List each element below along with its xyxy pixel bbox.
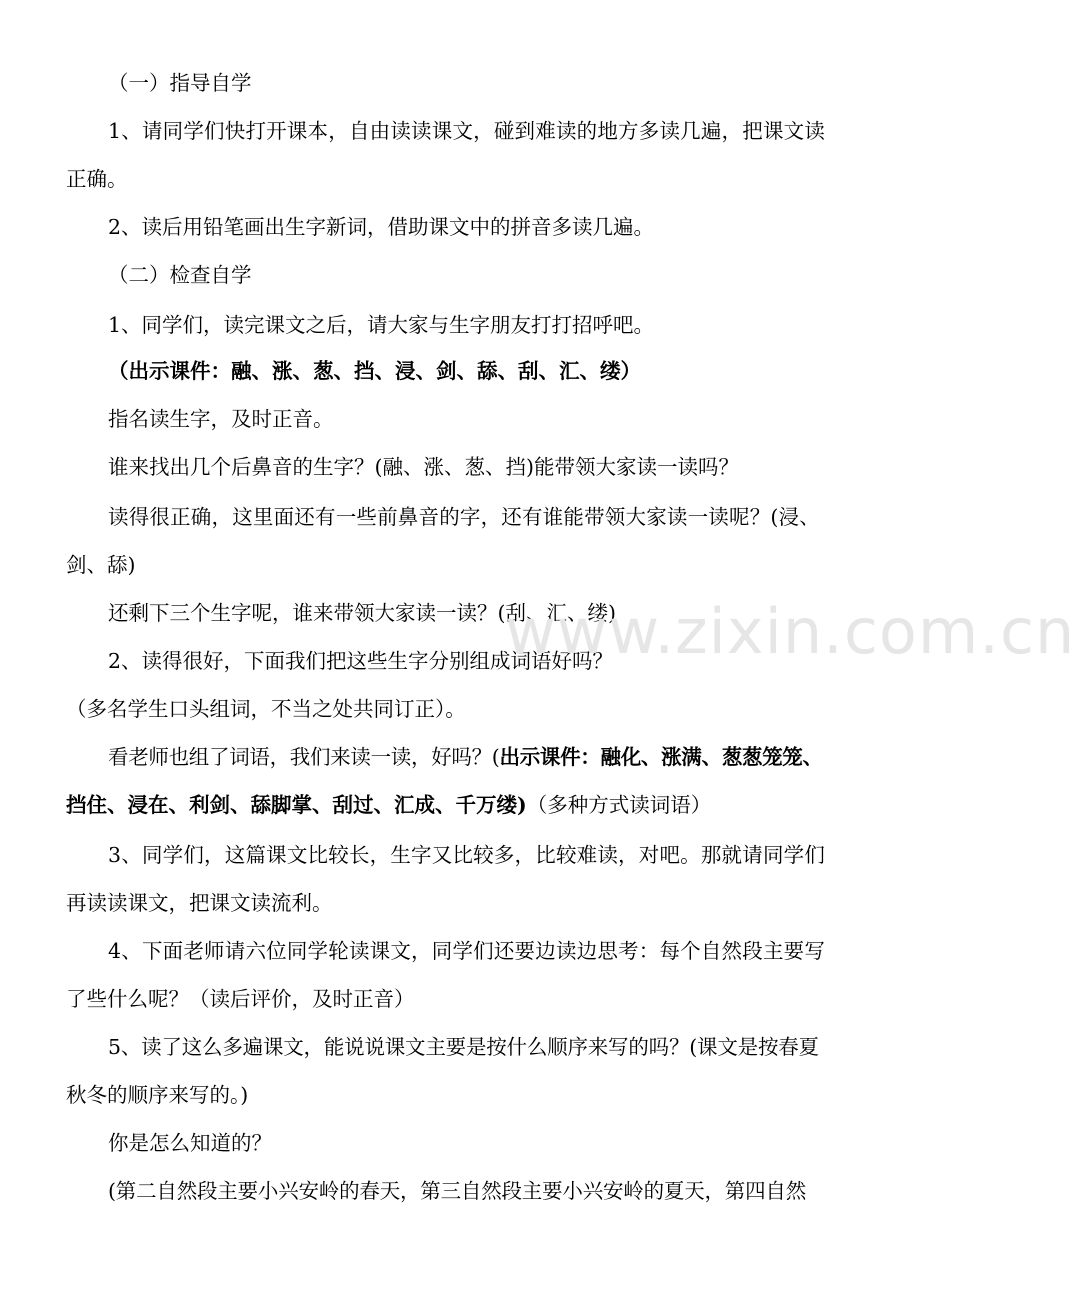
paragraph-line: 指名读生字，及时正音。 bbox=[108, 407, 334, 431]
watermark: www.zixin.com.cn bbox=[505, 595, 1075, 668]
paragraph-line: 谁来找出几个后鼻音的生字？(融、涨、葱、挡)能带领大家读一读吗？ bbox=[108, 455, 739, 479]
paragraph-line bbox=[66, 790, 711, 820]
paragraph-line: 3、同学们，这篇课文比较长，生字又比较多，比较难读，对吧。那就请同学们 bbox=[108, 843, 826, 867]
paragraph-line: 1、同学们，读完课文之后，请大家与生字朋友打打招呼吧。 bbox=[108, 313, 655, 337]
paragraph-line bbox=[108, 742, 823, 772]
paragraph-line: 了些什么呢？（读后评价，及时正音） bbox=[66, 987, 415, 1011]
paragraph-line: 再读读课文，把课文读流利。 bbox=[66, 891, 333, 915]
paragraph-line: 剑、舔) bbox=[66, 553, 136, 577]
paragraph-text: 看老师也组了词语，我们来读一读，好吗？( bbox=[108, 745, 500, 769]
paragraph-line: (第二自然段主要小兴安岭的春天，第三自然段主要小兴安岭的夏天，第四自然 bbox=[108, 1179, 806, 1203]
section-heading-1: （一）指导自学 bbox=[108, 71, 252, 95]
paragraph-text: （多种方式读词语） bbox=[526, 793, 712, 817]
paragraph-line: 1、请同学们快打开课本，自由读读课文，碰到难读的地方多读几遍，把课文读 bbox=[108, 119, 826, 143]
paragraph-line: 2、读后用铅笔画出生字新词，借助课文中的拼音多读几遍。 bbox=[108, 215, 655, 239]
paragraph-line: （多名学生口头组词，不当之处共同订正）。 bbox=[66, 697, 466, 721]
paragraph-line: 正确。 bbox=[66, 167, 128, 191]
courseware-characters: （出示课件：融、涨、葱、挡、浸、剑、舔、刮、汇、缕） bbox=[108, 359, 641, 383]
courseware-words: 挡住、浸在、利剑、舔脚掌、刮过、汇成、千万缕) bbox=[66, 793, 527, 817]
paragraph-line: 4、下面老师请六位同学轮读课文，同学们还要边读边思考：每个自然段主要写 bbox=[108, 939, 826, 963]
paragraph-line: 秋冬的顺序来写的。) bbox=[66, 1083, 249, 1107]
section-heading-2: （二）检查自学 bbox=[108, 263, 252, 287]
paragraph-line: 2、读得很好，下面我们把这些生字分别组成词语好吗？ bbox=[108, 649, 614, 673]
paragraph-line: 5、读了这么多遍课文，能说说课文主要是按什么顺序来写的吗？(课文是按春夏 bbox=[108, 1035, 819, 1059]
paragraph-line: 读得很正确，这里面还有一些前鼻音的字，还有谁能带领大家读一读呢？(浸、 bbox=[108, 505, 820, 529]
paragraph-line: 你是怎么知道的？ bbox=[108, 1131, 272, 1155]
courseware-words: 出示课件：融化、涨满、葱葱笼笼、 bbox=[499, 745, 823, 769]
paragraph-line: 还剩下三个生字呢，谁来带领大家读一读？(刮、汇、缕) bbox=[108, 601, 616, 625]
